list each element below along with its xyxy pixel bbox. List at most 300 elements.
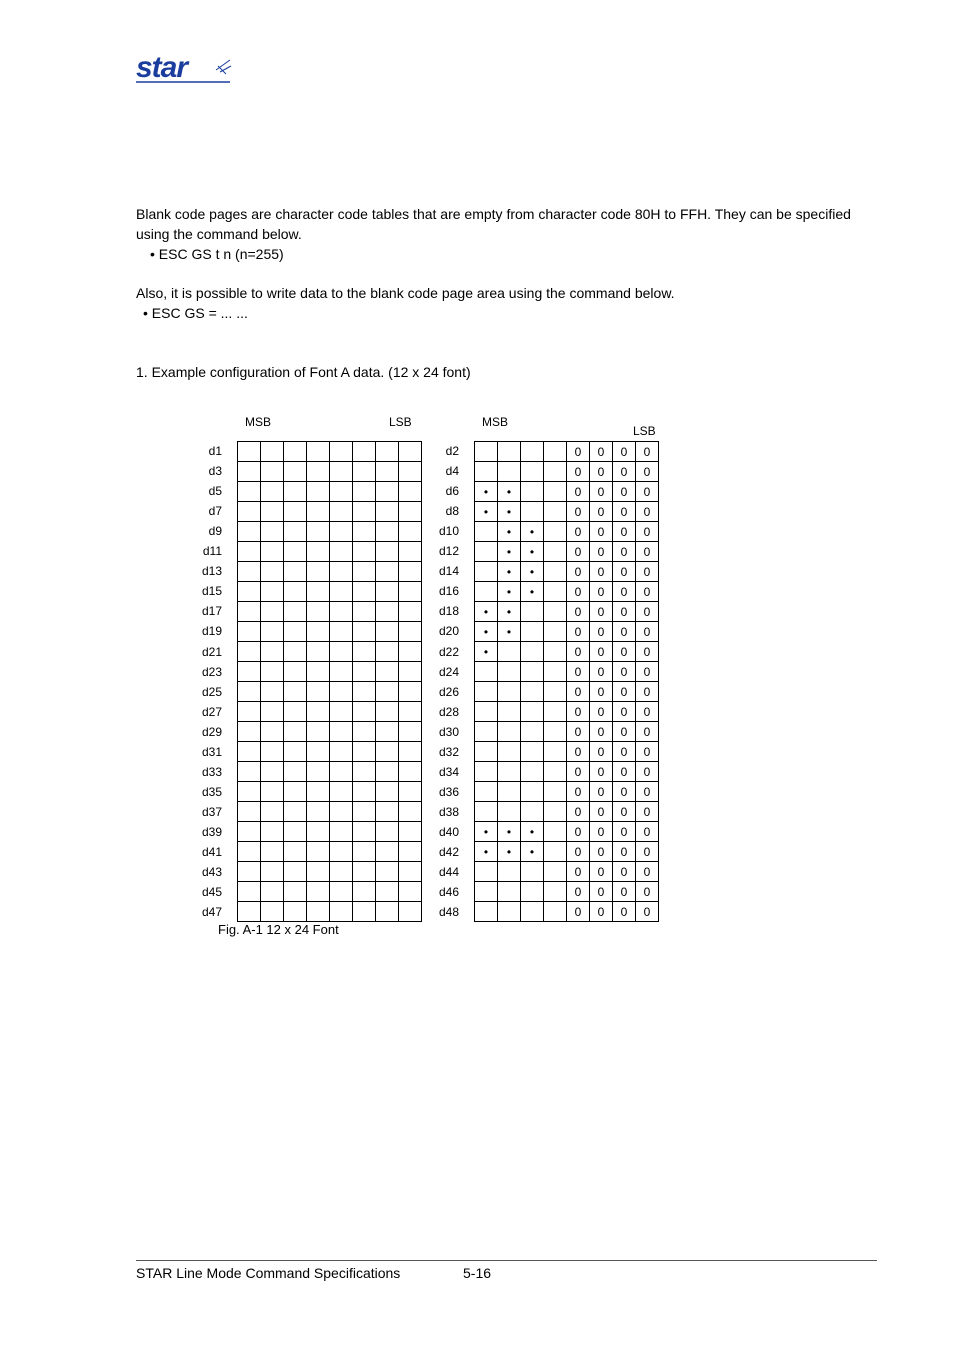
bit-cell [307, 902, 330, 922]
bit-cell [399, 582, 422, 602]
bit-cell [238, 742, 261, 762]
left-grid-row [238, 782, 422, 802]
bit-cell [399, 642, 422, 662]
bit-cell: • [498, 482, 521, 502]
bit-cell: 0 [636, 582, 659, 602]
right-grid-row [475, 622, 659, 642]
left-row-label: d3 [208, 464, 222, 479]
bit-cell [261, 562, 284, 582]
bit-cell [376, 642, 399, 662]
left-grid-row [238, 642, 422, 662]
bit-cell [284, 822, 307, 842]
footer-page-number: 5-16 [463, 1265, 492, 1281]
bit-cell: • [498, 542, 521, 562]
bit-cell: 0 [567, 682, 590, 702]
left-row-label: d43 [201, 865, 222, 880]
bit-cell: • [521, 842, 544, 862]
bit-cell [284, 802, 307, 822]
bit-cell [498, 662, 521, 682]
left-row-label: d31 [201, 744, 222, 759]
bit-cell [544, 542, 567, 562]
bit-cell: 0 [636, 782, 659, 802]
bit-cell [353, 762, 376, 782]
left-row-label: d47 [201, 905, 222, 920]
bit-cell: • [498, 562, 521, 582]
right-grid-row [475, 582, 659, 602]
bit-cell [353, 622, 376, 642]
bit-cell [475, 562, 498, 582]
left-grid-row [238, 482, 422, 502]
example-title: 1. Example configuration of Font A data. (12 x 24 font) [136, 364, 471, 380]
bit-cell [307, 762, 330, 782]
bit-cell [261, 602, 284, 622]
bit-cell: 0 [590, 842, 613, 862]
bit-cell [521, 782, 544, 802]
bit-cell [475, 902, 498, 922]
bit-cell: • [498, 822, 521, 842]
bit-cell: 0 [590, 582, 613, 602]
left-bit-grid [237, 441, 422, 922]
bit-cell: 0 [636, 502, 659, 522]
bit-cell [261, 862, 284, 882]
bit-cell [399, 842, 422, 862]
bit-cell [284, 642, 307, 662]
bit-cell [353, 882, 376, 902]
right-row-label: d12 [438, 544, 459, 559]
right-grid-row [475, 742, 659, 762]
bit-cell [238, 882, 261, 902]
right-lsb-label: LSB [633, 424, 656, 438]
left-row-label: d5 [208, 484, 222, 499]
bit-cell [544, 882, 567, 902]
bit-cell: 0 [613, 742, 636, 762]
bit-cell: 0 [567, 722, 590, 742]
bit-cell [307, 882, 330, 902]
bit-cell [521, 502, 544, 522]
bit-cell: • [521, 562, 544, 582]
bit-cell [307, 682, 330, 702]
bit-cell [353, 662, 376, 682]
bit-cell: 0 [636, 542, 659, 562]
right-row-label: d34 [438, 764, 459, 779]
bit-cell [353, 822, 376, 842]
right-bit-grid [474, 441, 659, 922]
left-row-label: d13 [201, 564, 222, 579]
left-row-label: d33 [201, 764, 222, 779]
right-grid-row [475, 902, 659, 922]
bit-cell [238, 762, 261, 782]
bit-cell [238, 822, 261, 842]
bit-cell [399, 562, 422, 582]
right-grid-row [475, 522, 659, 542]
bit-cell [498, 722, 521, 742]
bit-cell: 0 [636, 802, 659, 822]
bit-cell: 0 [567, 702, 590, 722]
left-row-label: d39 [201, 824, 222, 839]
bit-cell [307, 742, 330, 762]
bit-cell [376, 722, 399, 742]
right-grid-row [475, 442, 659, 462]
bit-cell [399, 542, 422, 562]
left-grid-row [238, 562, 422, 582]
bit-cell [544, 802, 567, 822]
right-grid-row [475, 702, 659, 722]
right-grid-row [475, 682, 659, 702]
right-grid-row [475, 562, 659, 582]
bit-cell: 0 [567, 462, 590, 482]
bit-cell [544, 602, 567, 622]
bit-cell [544, 442, 567, 462]
bit-cell: 0 [567, 642, 590, 662]
bit-cell: 0 [613, 562, 636, 582]
bit-cell [261, 762, 284, 782]
bit-cell [238, 462, 261, 482]
bit-cell [284, 842, 307, 862]
bit-cell [544, 482, 567, 502]
bit-cell [330, 842, 353, 862]
bit-cell [475, 682, 498, 702]
bit-cell: 0 [567, 822, 590, 842]
bit-cell [284, 762, 307, 782]
bit-cell: 0 [590, 902, 613, 922]
bit-cell: 0 [636, 462, 659, 482]
bit-cell [307, 562, 330, 582]
bit-cell [330, 882, 353, 902]
bit-cell [399, 442, 422, 462]
bit-cell [261, 462, 284, 482]
bit-cell [399, 462, 422, 482]
bit-cell: 0 [590, 682, 613, 702]
right-grid-row [475, 842, 659, 862]
bit-cell [307, 802, 330, 822]
bit-cell [284, 542, 307, 562]
bit-cell: 0 [636, 642, 659, 662]
bit-cell: • [498, 502, 521, 522]
bit-cell: 0 [636, 602, 659, 622]
bit-cell: 0 [613, 502, 636, 522]
bit-cell [475, 862, 498, 882]
bit-cell [399, 522, 422, 542]
bit-cell [399, 622, 422, 642]
bit-cell [498, 902, 521, 922]
bit-cell [475, 522, 498, 542]
bit-cell [261, 482, 284, 502]
left-row-label: d1 [208, 444, 222, 458]
left-grid-row [238, 442, 422, 462]
bit-cell [261, 802, 284, 822]
footer-title: STAR Line Mode Command Specifications [136, 1265, 401, 1281]
bit-cell: 0 [590, 622, 613, 642]
bit-cell [544, 902, 567, 922]
right-row-label: d26 [438, 684, 459, 699]
right-msb-label: MSB [482, 415, 509, 429]
bit-cell [330, 602, 353, 622]
bit-cell [475, 742, 498, 762]
bit-cell: 0 [636, 762, 659, 782]
bit-cell [261, 622, 284, 642]
bit-cell [376, 562, 399, 582]
bit-cell [399, 702, 422, 722]
bit-cell [307, 622, 330, 642]
bit-cell: • [475, 482, 498, 502]
left-row-label: d19 [201, 624, 222, 639]
command-bullet-1: • ESC GS t n (n=255) [150, 246, 284, 262]
bit-cell: 0 [636, 482, 659, 502]
bit-cell [544, 682, 567, 702]
bit-cell: 0 [636, 682, 659, 702]
bit-cell [376, 842, 399, 862]
bit-cell [521, 442, 544, 462]
bit-cell [238, 682, 261, 702]
right-grid-row [475, 542, 659, 562]
bit-cell [376, 702, 399, 722]
right-grid-row [475, 822, 659, 842]
bit-cell: • [498, 842, 521, 862]
bit-cell: • [475, 602, 498, 622]
bit-cell [330, 662, 353, 682]
bit-cell [307, 482, 330, 502]
bit-cell: 0 [590, 442, 613, 462]
bit-cell [544, 662, 567, 682]
bit-cell: 0 [567, 662, 590, 682]
bit-cell [544, 522, 567, 542]
bit-cell: 0 [636, 842, 659, 862]
bit-cell: 0 [567, 582, 590, 602]
right-grid-row [475, 462, 659, 482]
right-grid-row [475, 882, 659, 902]
bit-cell [376, 582, 399, 602]
bit-cell [498, 862, 521, 882]
bit-cell [521, 622, 544, 642]
bit-cell [521, 762, 544, 782]
left-row-label: d45 [201, 885, 222, 900]
bit-cell: • [475, 502, 498, 522]
bit-cell [521, 702, 544, 722]
bit-cell [307, 722, 330, 742]
bit-cell [353, 802, 376, 822]
bit-cell [399, 862, 422, 882]
bit-cell [284, 502, 307, 522]
bit-cell: 0 [590, 802, 613, 822]
bit-cell [261, 902, 284, 922]
bit-cell: 0 [590, 782, 613, 802]
bit-cell [307, 602, 330, 622]
bit-cell [284, 662, 307, 682]
bit-cell [498, 802, 521, 822]
bit-cell: 0 [567, 862, 590, 882]
right-row-label: d22 [438, 644, 459, 659]
bit-cell: 0 [636, 722, 659, 742]
bit-cell [376, 862, 399, 882]
bit-cell [307, 582, 330, 602]
bit-cell [307, 862, 330, 882]
bit-cell: 0 [636, 442, 659, 462]
left-lsb-label: LSB [389, 415, 412, 429]
bit-cell [399, 742, 422, 762]
bit-cell: 0 [590, 662, 613, 682]
bit-cell [475, 762, 498, 782]
left-msb-label: MSB [245, 415, 272, 429]
bit-cell [521, 662, 544, 682]
bit-cell [284, 702, 307, 722]
bit-cell: 0 [613, 542, 636, 562]
bit-cell [544, 822, 567, 842]
bit-cell [261, 542, 284, 562]
bit-cell: • [475, 622, 498, 642]
bit-cell: • [521, 522, 544, 542]
bit-cell [238, 522, 261, 542]
bit-cell: 0 [567, 442, 590, 462]
bit-cell [475, 802, 498, 822]
bit-cell [330, 702, 353, 722]
left-grid-row [238, 742, 422, 762]
bit-cell [353, 562, 376, 582]
bit-cell [307, 702, 330, 722]
bit-cell: • [498, 602, 521, 622]
right-row-label: d42 [438, 845, 459, 859]
bit-cell [330, 902, 353, 922]
bit-cell [353, 602, 376, 622]
bit-cell [238, 482, 261, 502]
bit-cell [399, 602, 422, 622]
right-row-label: d46 [438, 885, 459, 900]
bit-cell [284, 602, 307, 622]
bit-cell [544, 722, 567, 742]
bit-cell [544, 502, 567, 522]
bit-cell [330, 762, 353, 782]
bit-cell: 0 [590, 602, 613, 622]
bit-cell [376, 542, 399, 562]
bit-cell: 0 [590, 562, 613, 582]
bit-cell [238, 622, 261, 642]
bit-cell [475, 702, 498, 722]
bit-cell: 0 [567, 842, 590, 862]
bit-cell [353, 522, 376, 542]
bit-cell [353, 682, 376, 702]
left-row-label: d9 [208, 524, 222, 539]
left-grid-row [238, 602, 422, 622]
right-row-label: d28 [438, 704, 459, 719]
bit-cell: • [498, 522, 521, 542]
bit-cell: 0 [590, 702, 613, 722]
bit-cell [498, 742, 521, 762]
bit-cell: 0 [636, 522, 659, 542]
bit-cell: 0 [636, 882, 659, 902]
bit-cell [399, 802, 422, 822]
left-grid-row [238, 762, 422, 782]
left-grid-row [238, 682, 422, 702]
bit-cell [261, 442, 284, 462]
bit-cell [330, 522, 353, 542]
bit-cell [399, 482, 422, 502]
right-row-label: d48 [438, 905, 459, 920]
bit-cell [544, 462, 567, 482]
bit-cell [330, 862, 353, 882]
right-row-label: d14 [438, 564, 459, 579]
intro-paragraph-1: Blank code pages are character code tables that are empty from character code 80H to FFH. They can be specified using the command below. [136, 206, 851, 242]
bit-cell [353, 462, 376, 482]
bit-cell [475, 462, 498, 482]
bit-cell [399, 882, 422, 902]
left-grid-row [238, 502, 422, 522]
right-grid-row [475, 602, 659, 622]
bit-cell: 0 [590, 722, 613, 742]
bit-cell [330, 642, 353, 662]
bit-cell [330, 462, 353, 482]
bit-cell [307, 842, 330, 862]
bit-cell: 0 [567, 802, 590, 822]
bit-cell [475, 782, 498, 802]
bit-cell: 0 [613, 822, 636, 842]
bit-cell [238, 842, 261, 862]
bit-cell [284, 722, 307, 742]
bit-cell: 0 [590, 762, 613, 782]
bit-cell [261, 702, 284, 722]
bit-cell: 0 [567, 782, 590, 802]
star-logo [136, 52, 232, 84]
left-grid-row [238, 902, 422, 922]
left-row-label: d29 [201, 724, 222, 739]
bit-cell: 0 [636, 742, 659, 762]
bit-cell [353, 542, 376, 562]
bit-cell [353, 902, 376, 922]
bit-cell: 0 [613, 682, 636, 702]
bit-cell [376, 522, 399, 542]
bit-cell [544, 562, 567, 582]
bit-cell: 0 [613, 802, 636, 822]
bit-cell [521, 482, 544, 502]
bit-cell: 0 [590, 642, 613, 662]
bit-cell: • [475, 642, 498, 662]
bit-cell [284, 562, 307, 582]
right-grid-row [475, 502, 659, 522]
bit-cell [353, 742, 376, 762]
bit-cell: 0 [567, 522, 590, 542]
bit-cell [521, 602, 544, 622]
bit-cell: 0 [590, 882, 613, 902]
left-grid-row [238, 622, 422, 642]
bit-cell [544, 702, 567, 722]
bit-cell [284, 742, 307, 762]
bit-cell [498, 442, 521, 462]
left-grid-row [238, 722, 422, 742]
right-grid-row [475, 662, 659, 682]
bit-cell [307, 642, 330, 662]
bit-cell [307, 462, 330, 482]
bit-cell [238, 582, 261, 602]
left-grid-row [238, 662, 422, 682]
bit-cell [376, 882, 399, 902]
bit-cell [521, 722, 544, 742]
bit-cell: 0 [613, 862, 636, 882]
bit-cell [307, 502, 330, 522]
right-row-label: d40 [438, 824, 459, 839]
bit-cell [521, 882, 544, 902]
bit-cell: 0 [613, 762, 636, 782]
bit-cell [475, 722, 498, 742]
bit-cell [376, 662, 399, 682]
bit-cell [238, 782, 261, 802]
bit-cell [376, 902, 399, 922]
bit-cell [261, 822, 284, 842]
bit-cell [376, 762, 399, 782]
bit-cell [376, 502, 399, 522]
left-grid-row [238, 542, 422, 562]
bit-cell [284, 622, 307, 642]
bit-cell [261, 502, 284, 522]
bit-cell: 0 [613, 622, 636, 642]
bit-cell: • [521, 582, 544, 602]
